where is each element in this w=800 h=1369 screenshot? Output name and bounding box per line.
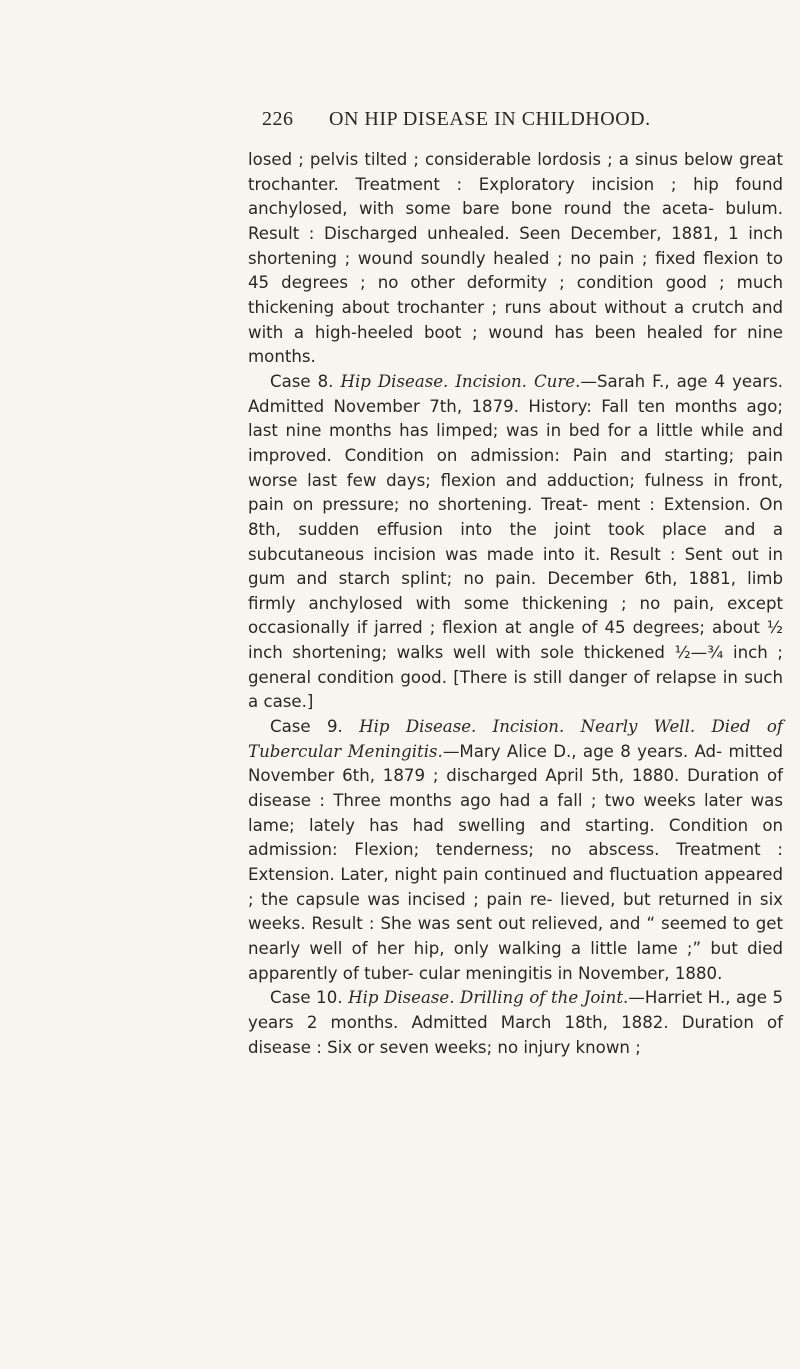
case-number: Case 9.: [270, 717, 343, 737]
paragraph-case-9: [248, 715, 783, 986]
running-head: ON HIP DISEASE IN CHILDHOOD.: [329, 108, 651, 130]
paragraph-text: —Harriet H., age 5 years 2 months. Admitted March 18th, 1882. Duration of disease : Six or seven weeks; no injury known ;: [248, 988, 784, 1057]
body-text: [248, 148, 783, 1060]
paragraph-case-8: [248, 370, 783, 715]
case-title: Hip Disease. Incision. Nearly Well. Died of Tubercular Meningitis.: [248, 717, 784, 761]
case-title: Hip Disease. Incision. Cure.: [340, 371, 581, 391]
page-number: 226: [262, 108, 294, 130]
paragraph-case-7-continued: [248, 148, 783, 370]
case-title: Hip Disease. Drilling of the Joint.: [348, 988, 629, 1008]
case-number: Case 8.: [270, 371, 334, 391]
page-header: [0, 108, 800, 138]
paragraph-text: losed ; pelvis tilted ; considerable lordosis ; a sinus below great trochanter. Treatment : Exploratory incision ; hip found anchylosed, with some bare bone round the aceta- bulum. Result : Discharged unhealed. Seen December, 1881, 1 inch shortening ; wound soundly healed ; no pain ; fixed flexion to 45 degrees ; no other deformity ; condition good ; much thickening about trochanter ; runs about without a crutch and with a high-heeled boot ; wound has been healed for nine months.: [248, 150, 783, 367]
paragraph-text: —Mary Alice D., age 8 years. Ad- mitted November 6th, 1879 ; discharged April 5th, 1880. Duration of disease : Three months ago had a fall ; two weeks later was lame; lately has had swelling and starting. Condition on admission: Flexion; tenderness; no abscess. Treatment : Extension. Later, night pain continued and fluctuation appeared ; the capsule was incised ; pain re- lieved, but returned in six weeks. Result : She was sent out relieved, and “ seemed to get nearly well of her hip, only walking a little lame ;” but died apparently of tuber- cular meningitis in November, 1880.: [248, 741, 783, 983]
paragraph-case-10: [248, 986, 783, 1060]
paragraph-text: —Sarah F., age 4 years. Admitted November 7th, 1879. History: Fall ten months ago; last nine months has limped; was in bed for a little while and improved. Condition on admission: Pain and starting; pain worse last few days; flexion and adduction; fulness in front, pain on pressure; no shortening. Treat- ment : Extension. On 8th, sudden effusion into the joint took place and a subcutaneous incision was made into it. Result : Sent out in gum and starch splint; no pain. December 6th, 1881, limb firmly anchylosed with some thickening ; no pain, except occasionally if jarred ; flexion at angle of 45 degrees; about ½ inch shortening; walks well with sole thickened ½—¾ inch ; general condition good. [There is still danger of relapse in such a case.]: [248, 371, 784, 712]
case-number: Case 10.: [270, 988, 343, 1008]
